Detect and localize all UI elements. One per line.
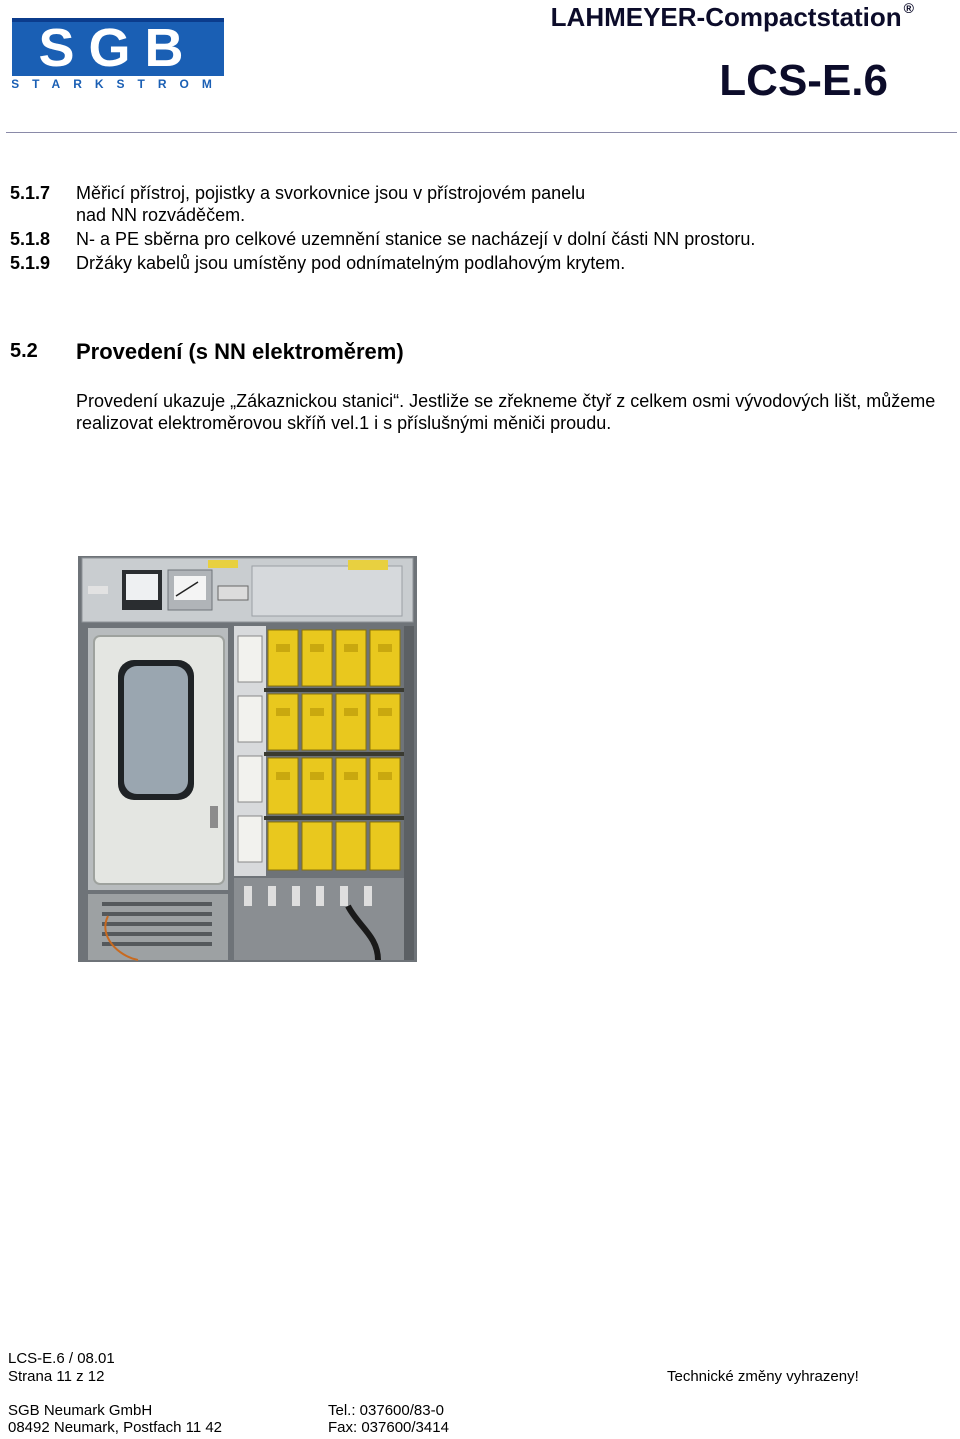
sgb-logo xyxy=(12,18,224,90)
footer-tel: Tel.: 037600/83-0 xyxy=(328,1402,444,1419)
footer-notice: Technické změny vyhrazeny! xyxy=(667,1368,859,1385)
registered-mark: ® xyxy=(903,0,914,16)
item-text: nad NN rozváděčem. xyxy=(76,205,246,225)
footer-address: 08492 Neumark, Postfach 11 42 xyxy=(8,1419,223,1436)
item-text: N- a PE sběrna pro celkové uzemnění stanice se nacházejí v dolní části NN prostoru. xyxy=(76,229,756,249)
footer-company: SGB Neumark GmbH xyxy=(8,1402,153,1419)
item-number: 5.1.7 xyxy=(10,183,51,203)
item-number: 5.1.9 xyxy=(10,253,51,273)
section-paragraph: Provedení ukazuje „Zákaznickou stanici“. Jestliže se zřekneme čtyř z celkem osmi vývodových lišt, můžeme realizovat elektroměrovou skříň vel.1 i s příslušnými měniči proudu. xyxy=(76,391,936,433)
logo-sub-text: STARKSTROM xyxy=(12,77,224,90)
footer-doc-ref: LCS-E.6 / 08.01 xyxy=(8,1350,115,1367)
switchgear-photo xyxy=(78,556,417,962)
section-title: Provedení (s NN elektroměrem) xyxy=(76,339,404,364)
header-title xyxy=(551,2,914,33)
header-model: LCS-E.6 xyxy=(719,56,888,105)
header-title-text: LAHMEYER-Compactstation xyxy=(550,2,902,32)
header-divider xyxy=(6,132,957,133)
item-text: Držáky kabelů jsou umístěny pod odnímatelným podlahovým krytem. xyxy=(76,253,626,273)
section-number: 5.2 xyxy=(10,340,38,362)
logo-main-text: SGB xyxy=(38,18,198,78)
footer-fax: Fax: 037600/3414 xyxy=(328,1419,449,1436)
item-number: 5.1.8 xyxy=(10,229,51,249)
footer-page-number: Strana 11 z 12 xyxy=(8,1368,105,1385)
item-text: Měřicí přístroj, pojistky a svorkovnice jsou v přístrojovém panelu xyxy=(76,183,586,203)
